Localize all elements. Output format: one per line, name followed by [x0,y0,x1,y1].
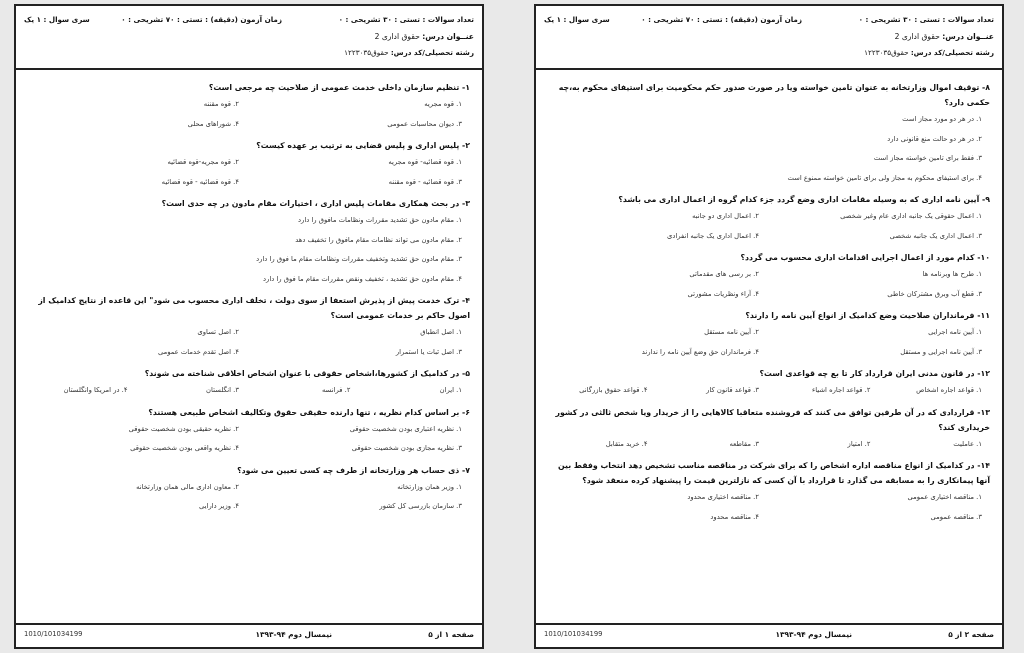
answer-option[interactable]: ۴. قواعد حقوق بازرگانی [579,386,648,394]
question [546,250,992,304]
exam-footer [536,623,1002,647]
answer-option[interactable]: ۴. نظریه واقعی بودن شخصیت حقوقی [130,444,239,452]
field-code [344,48,474,57]
question-text: ۳- در بحث همکاری مقامات پلیس اداری ، اختیارات مقام مادون در چه حدی است؟ [161,199,470,208]
field-code-value: حقوق۱۲۲۳۰۳۵ [344,48,391,57]
answer-option[interactable]: ۱. مناقصه اختیاری عمومی [907,493,982,501]
answer-option[interactable]: ۳. آیین نامه اجرایی و مستقل [900,347,982,356]
question [26,196,472,289]
course-title-label: عنــوان درس: [942,32,994,41]
semester-label: نیمسال دوم ۹۴-۱۳۹۳ [775,630,852,639]
answer-option[interactable]: ۴. فرمانداران حق وضع آیین نامه را ندارند [641,347,759,356]
answer-option[interactable]: ۱. نظریه اعتباری بودن شخصیت حقوقی [349,424,462,433]
answer-option[interactable]: ۱. عاملیت [953,439,982,448]
question-count: تعداد سوالات : تستی : ۳۰ تشریحی : ۰ [338,15,474,24]
answer-option[interactable]: ۲. قواعد اجاره اشیاء [812,386,871,394]
answer-options [546,488,992,527]
question [26,293,472,362]
exam-code: 1010/101034199 [544,630,603,638]
answer-option[interactable]: ۲. مناقصه اختیاری محدود [687,493,759,501]
page-number: صفحه ۱ از ۵ [428,630,474,639]
answer-option[interactable]: ۲. قوه مجریه-قوه قضائیه [167,158,239,166]
field-code-label: رشته تحصیلی/کد درس: [390,48,474,57]
question-text: ۱۲- در قانون مدنی ایران قرارداد کار تا بع چه قواعدی است؟ [759,369,990,378]
question-text: ۱۰- کدام مورد از اعمال اجرایی اقدامات اداری محسوب می گردد؟ [740,253,990,262]
question-text: ۱- تنظیم سازمان داخلی خدمت عمومی از صلاحیت چه مرجعی است؟ [208,83,470,92]
answer-option[interactable]: ۲. فرانسه [322,386,351,394]
answer-options [26,211,472,289]
course-title-value: حقوق اداری 2 [894,32,943,41]
answer-option[interactable]: ۳. مناقصه عمومی [930,512,982,521]
answer-option[interactable]: ۱. مقام مادون حق تشدید مقررات ونظامات مافوق را دارد [298,216,462,224]
answer-options [26,420,472,459]
question [546,405,992,455]
answer-option[interactable]: ۴. خرید متقابل [605,439,648,448]
answer-options [26,381,472,401]
answer-option[interactable]: ۲. اعمال اداری دو جانبه [692,212,759,220]
answer-option[interactable]: ۲. معاون اداری مالی همان وزارتخانه [136,482,239,491]
answer-options [546,435,992,455]
exam-duration: زمان آزمون (دقیقه) : تستی : ۷۰ تشریحی : ۰ [121,15,282,24]
question [546,366,992,401]
answer-option[interactable]: ۱. در هر دو مورد مجاز است [902,115,982,123]
question [546,80,992,188]
field-code-label: رشته تحصیلی/کد درس: [910,48,994,57]
question [546,308,992,362]
answer-options [546,207,992,246]
question-text: ۸- توقیف اموال وزارتخانه به عنوان تامین خواسته ویا در صورت صدور حکم محکومیت برای استیفای محکوم به،چه حکمی دارد؟ [558,83,990,107]
answer-options [26,323,472,362]
field-code [864,48,994,57]
answer-option[interactable]: ۳. قوه قضائیه - قوه مقننه [388,177,462,186]
page-number: صفحه ۲ از ۵ [948,630,994,639]
answer-option[interactable]: ۳. فقط برای تامین خواسته مجاز است [873,154,982,162]
answer-option[interactable]: ۱. قوه قضائیه- قوه مجریه [388,158,462,166]
course-title-value: حقوق اداری 2 [374,32,423,41]
answer-option[interactable]: ۳. قواعد قانون کار [706,386,759,394]
question [546,192,992,246]
question [26,138,472,192]
answer-option[interactable]: ۳. مقام مادون حق تشدید وتخفیف مقررات ونظامات مقام ما فوق را دارد [256,255,462,263]
exam-header [16,6,482,70]
answer-option[interactable]: ۴. شوراهای محلی [187,119,239,128]
question-text: ۲- پلیس اداری و پلیس قضایی به ترتیب بر عهده کیست؟ [256,141,470,150]
answer-options [26,478,472,517]
answer-option[interactable]: ۴. مقام مادون حق تشدید ، تخفیف ونقض مقررات مقام ما فوق را دارد [263,274,462,283]
answer-option[interactable]: ۱. ایران [439,386,462,394]
course-title-label: عنــوان درس: [422,32,474,41]
answer-option[interactable]: ۱. اصل انطباق [420,328,462,336]
question-count: تعداد سوالات : تستی : ۳۰ تشریحی : ۰ [858,15,994,24]
exam-page-2 [534,4,1004,649]
answer-option[interactable]: ۴. اعمال اداری یک جانبه انفرادی [667,231,759,240]
answer-option[interactable]: ۲. اصل تساوی [197,328,239,336]
answer-option[interactable]: ۳. دیوان محاسبات عمومی [387,119,462,128]
question-series: سری سوال : ۱ یک [24,15,90,24]
answer-options [26,95,472,134]
question-text: ۹- آیین نامه اداری که به وسیله مقامات اداری وضع گردد جزء کدام گروه از اعمال اداری می باشد؟ [618,195,990,204]
question [26,366,472,401]
answer-option[interactable]: ۴. مناقصه محدود [710,512,759,521]
question-series: سری سوال : ۱ یک [544,15,610,24]
answer-option[interactable]: ۲. نظریه حقیقی بودن شخصیت حقوقی [128,424,239,433]
exam-code: 1010/101034199 [24,630,83,638]
answer-option[interactable]: ۱. اعمال حقوقی یک جانبه اداری عام وغیر شخصی [840,212,982,220]
questions-list [536,76,1002,621]
course-title [895,32,994,41]
answer-option[interactable]: ۳. سازمان بازرسی کل کشور [379,502,462,510]
answer-option[interactable]: ۱. طرح ها وبرنامه ها [922,270,982,278]
answer-option[interactable]: ۳. قطع آب وبرق مشترکان خاطی [887,289,982,298]
exam-page-1 [14,4,484,649]
question-text: ۴- ترک خدمت پیش از پذیرش استعفا از سوی دولت ، تخلف اداری محسوب می شود" این قاعده از نتایج کدامیک از اصول حاکم بر خدمات عمومی است؟ [38,296,470,320]
answer-option[interactable]: ۳. نظریه مجازی بودن شخصیت حقوقی [351,444,462,452]
question-text: ۱۴- در کدامیک از انواع مناقصه اداره اشخاص را که برای شرکت در مناقصه مناسب تشخیص دهد انتخاب وفقط بین آنها پیمانکاری را به مسابقه می گذارد تا قرارداد با آن کسی که نازلترین قیمت را پیشنهاد کرده منعقد شود؟ [558,461,990,485]
answer-option[interactable]: ۲. مقام مادون می تواند نظامات مقام مافوق را تخفیف دهد [295,235,462,244]
answer-options [26,153,472,192]
question-text: ۶- بر اساس کدام نظریه ، تنها دارنده حقیقی حقوق وتکالیف اشخاص طبیعی هستند؟ [148,407,470,417]
field-code-value: حقوق۱۲۲۳۰۳۵ [864,48,911,57]
answer-option[interactable]: ۳. اصل ثبات یا استمرار [395,347,462,356]
answer-option[interactable]: ۳. انگلستان [206,386,239,394]
answer-option[interactable]: ۴. برای استیفای محکوم به مجاز ولی برای تامین خواسته ممنوع است [787,173,982,182]
answer-option[interactable]: ۲. قوه مقننه [203,100,239,108]
answer-option[interactable]: ۳. مقاطعه [729,439,759,448]
answer-option[interactable]: ۴. قوه قضائیه - قوه قضائیه [161,177,239,186]
questions-list [16,76,482,621]
exam-header [536,6,1002,70]
answer-option[interactable]: ۱. وزیر همان وزارتخانه [397,482,462,491]
question-text: ۵- در کدامیک از کشورها،اشخاص حقوقی با عنوان اشخاص اخلاقی شناخته می شوند؟ [144,369,470,378]
answer-option[interactable]: ۱. قواعد اجاره اشخاص [916,386,982,394]
question-text: ۷- ذی حساب هر وزارتخانه از طرف چه کسی تعیین می شود؟ [237,465,470,475]
exam-duration: زمان آزمون (دقیقه) : تستی : ۷۰ تشریحی : ۰ [641,15,802,24]
answer-option[interactable]: ۴. وزیر دارایی [199,502,239,510]
answer-option[interactable]: ۱. قوه مجریه [424,100,462,108]
answer-option[interactable]: ۲. بر رسی های مقدماتی [689,270,759,278]
question-text: ۱۱- فرمانداران صلاحیت وضع کدامیک از انواع آیین نامه را دارند؟ [745,311,990,320]
answer-option[interactable]: ۱. آیین نامه اجرایی [928,328,982,336]
exam-footer [16,623,482,647]
question [26,80,472,134]
answer-option[interactable]: ۲. در هر دو حالت منع قانونی دارد [887,134,982,143]
answer-option[interactable]: ۲. امتیاز [847,439,871,448]
answer-option[interactable]: ۴. آراء ونظریات مشورتی [687,289,759,298]
question [26,463,472,517]
course-title [375,32,474,41]
question-text: ۱۳- قراردادی که در آن طرفین توافق می کنند که فروشنده متعاقبا کالاهایی را از خریدار ویا شخص ثالثی در کشور خریداری کند؟ [555,407,990,432]
question [546,458,992,527]
answer-options [546,265,992,304]
answer-option[interactable]: ۳. اعمال اداری یک جانبه شخصی [889,231,982,240]
answer-option[interactable]: ۴. اصل تقدم خدمات عمومی [157,347,239,356]
answer-options [546,381,992,401]
semester-label: نیمسال دوم ۹۴-۱۳۹۳ [255,630,332,639]
answer-option[interactable]: ۴. در امریکا وانگلستان [63,386,128,394]
answer-options [546,110,992,188]
answer-options [546,323,992,362]
answer-option[interactable]: ۲. آیین نامه مستقل [704,328,759,336]
question [26,405,472,459]
